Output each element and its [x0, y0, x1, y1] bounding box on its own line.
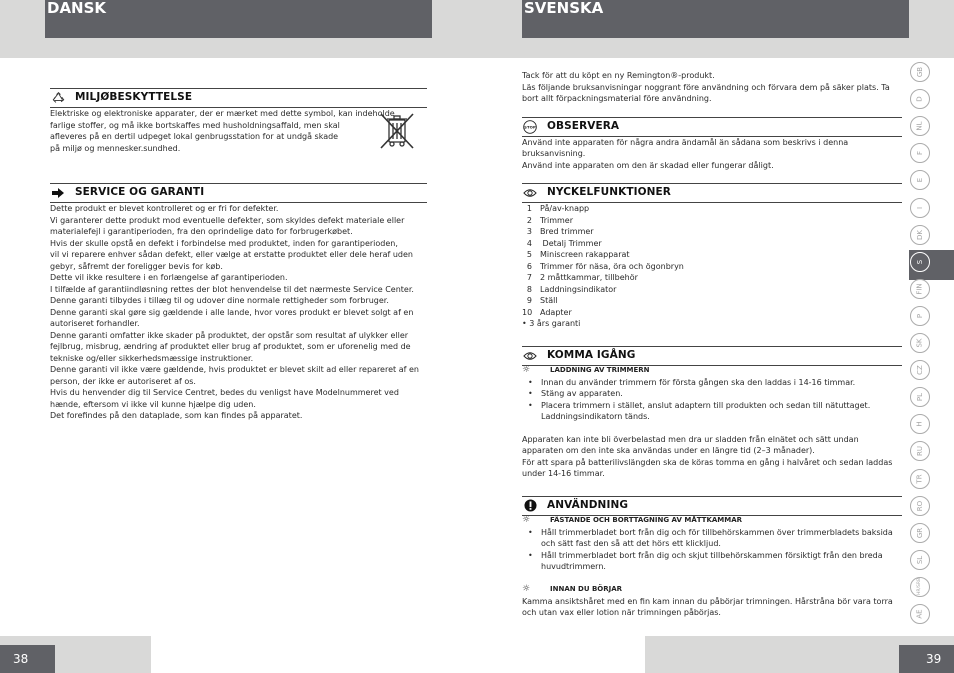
- svg-text:STOP: STOP: [524, 124, 536, 130]
- nyckel-heading: [522, 183, 902, 203]
- komma-heading: [522, 346, 902, 366]
- language-tab-nl[interactable]: NL: [910, 116, 930, 136]
- language-tab-pl[interactable]: PL: [910, 387, 930, 407]
- language-tab-fin[interactable]: FIN: [910, 279, 930, 299]
- stop-icon: [523, 120, 537, 134]
- language-tab-gr[interactable]: GR: [910, 523, 930, 543]
- observera-text: Använd inte apparaten för några andra ändamål än sådana som beskrivs i denna bruksanvisning. Använd inte apparaten om den är skadad eller fungerar dåligt.: [522, 137, 849, 170]
- bullet-item: • Håll trimmerbladet bort från dig och för tillbehörskammen över trimmerbladets baksida och sätt fast den så att det hörs ett klickljud.: [528, 527, 902, 550]
- miljo-section: [50, 88, 427, 154]
- anvandning-title: ANVÄNDNING: [547, 498, 629, 511]
- svenska-column: [522, 70, 902, 619]
- feature-item: 2 Trimmer: [526, 215, 574, 225]
- innan-subheading: ☼ INNAN DU BÖRJAR: [522, 584, 623, 595]
- laddning-subheading: ☼ LADDNING AV TRIMMERN: [522, 365, 650, 376]
- eye-icon: [523, 186, 537, 200]
- nyckel-title: NYCKELFUNKTIONER: [547, 186, 671, 199]
- page-header-dansk: DANSK: [45, 0, 432, 38]
- feature-item: 5 Miniscreen rakapparat: [526, 250, 630, 259]
- service-text: Dette produkt er blevet kontrolleret og er fri for defekter. Vi garanterer dette produkt mod eventuelle defekter, som skyldes defekt materiale eller materialefejl i garantiperioden, fra den oprindelige dato for forbrugerkøbet. Hvis der skulle opstå en defekt i forbindelse med produktet, inden for garantiperioden, vil vi reparere enhver sådan defekt, eller vælge at erstatte produktet eller dele heraf uden gebyr, såfremt der foreligger bevis for køb. Dette vil ikke resultere i en forlængelse af garantiperioden. I tilfælde af garantiindløsning rettes der blot henvendelse til det nærmeste Service Center. Denne garanti tilbydes i tillæg til og udover dine normale rettigheder som forbruger. Denne garanti skal gøre sig gældende i alle lande, hvor vores produkt er blevet solgt af en autoriseret forhandler. Denne garanti omfatter ikke skader på produktet, der opstår som resultat af ulykker eller fejlbrug, misbrug, ændring af produktet eller brug af produktet, som er uforenelig med de tekniske og/eller sikkerhedsmæssige instruktioner. Denne garanti vil ikke være gældende, hvis produktet er blevet skilt ad eller repareret af en person, der ikke er autoriseret af os. Hvis du henvender dig til Service Centret, bedes du venligst have Modelnummeret ved hænde, eftersom vi ikke vil kunne hjælpe dig uden. Det forefindes på den dataplade, som kan findes på apparatet.: [50, 204, 419, 420]
- language-tab-f[interactable]: F: [910, 143, 930, 163]
- bullet-item: • Håll trimmerbladet bort från dig och skjut tillbehörskammen försiktigt från den breda huvudtrimmern.: [528, 550, 902, 573]
- language-tab-s[interactable]: S: [910, 252, 930, 272]
- feature-item: 4 Detalj Trimmer: [526, 238, 602, 248]
- language-tab-d[interactable]: D: [910, 89, 930, 109]
- service-section: [50, 183, 427, 422]
- feature-item: 8 Laddningsindikator: [526, 284, 617, 294]
- feature-item: 3 Bred trimmer: [526, 227, 594, 236]
- observera-title: OBSERVERA: [547, 119, 620, 132]
- sun-icon: ☼: [522, 515, 531, 526]
- service-heading: [50, 183, 427, 203]
- observera-heading: [522, 117, 902, 137]
- language-tab-tr[interactable]: TR: [910, 469, 930, 489]
- service-title: SERVICE OG GARANTI: [75, 186, 205, 199]
- miljo-title: MILJØBESKYTTELSE: [75, 91, 193, 104]
- bullet-item: • Innan du använder trimmern för första gången ska den laddas i 14-16 timmar.: [528, 377, 902, 389]
- miljo-text: Elektriske og elektroniske apparater, der er mærket med dette symbol, kan indeholde farlige stoffer, og må ikke bortskaffes med husholdningsaffald, men skal afleveres på en dertil udpeget lokal genbrugsstation for at undgå skade på miljø og mennesker.sundhed.: [50, 109, 395, 153]
- anvandning-text: Kamma ansiktshåret med en fin kam innan du påbörjar trimningen. Hårstråna bör vara torra och utan vax eller lotion när trimningen påbörjas.: [522, 596, 893, 617]
- intro-text: Tack för att du köpt en ny Remington®-produkt. Läs följande bruksanvisningar noggrant före användning och förvara dem på säker plats. Ta bort allt förpackningsmaterial före användning.: [522, 71, 890, 103]
- language-tab-ro[interactable]: RO: [910, 496, 930, 516]
- key-features-list: [522, 203, 902, 318]
- guarantee-text: • 3 års garanti: [522, 319, 581, 328]
- feature-item: 9 Ställ: [526, 296, 558, 305]
- language-tab-ru[interactable]: RU: [910, 441, 930, 461]
- feature-item: 10 Adapter: [522, 307, 572, 317]
- language-tabs: [909, 58, 954, 636]
- language-tab-sl[interactable]: SL: [910, 550, 930, 570]
- language-tab-e[interactable]: E: [910, 170, 930, 190]
- arrow-right-icon: [51, 186, 65, 200]
- page-number-left: 38: [0, 645, 55, 673]
- language-tab-i[interactable]: I: [910, 198, 930, 218]
- language-tab-cz[interactable]: CZ: [910, 360, 930, 380]
- anvandning-bullets: [522, 527, 902, 573]
- sun-icon: ☼: [522, 584, 531, 595]
- language-tab-h[interactable]: H: [910, 414, 930, 434]
- feature-item: 7 2 måttkammar, tillbehör: [526, 273, 638, 282]
- fastande-subheading: ☼ FÄSTANDE OCH BORTTAGNING AV MÅTTKAMMAR: [522, 515, 743, 526]
- bullet-item: • Stäng av apparaten.: [528, 388, 902, 400]
- bullet-item: • Placera trimmern i stället, anslut adaptern till produkten och sedan till nätuttaget. Laddningsindikatorn tänds.: [528, 400, 902, 423]
- page-header-svenska: SVENSKA: [522, 0, 909, 38]
- crossed-bin-icon: [377, 110, 417, 150]
- miljo-heading: [50, 88, 427, 108]
- language-tab-gb[interactable]: GB: [910, 62, 930, 82]
- eye-icon: [523, 349, 537, 363]
- warning-icon: [523, 499, 537, 513]
- language-tab-ae[interactable]: AE: [910, 604, 930, 624]
- recycle-icon: [51, 91, 65, 105]
- komma-title: KOMMA IGÅNG: [547, 348, 636, 361]
- language-tab-p[interactable]: P: [910, 306, 930, 326]
- language-tab-hr-srb[interactable]: HR/SRB: [910, 577, 930, 597]
- feature-item: 6 Trimmer för näsa, öra och ögonbryn: [526, 261, 684, 271]
- dansk-column: [50, 88, 427, 422]
- anvandning-heading: [522, 496, 902, 516]
- page-number-right: 39: [899, 645, 954, 673]
- komma-text: Apparaten kan inte bli överbelastad men dra ur sladden från elnätet och sätt undan apparaten om den inte ska användas under en längre tid (2–3 månader). För att spara på batterilivslängden ska de köras tomma en gång i halvåret och sedan laddas under 14-16 timmar.: [522, 434, 893, 478]
- sun-icon: ☼: [522, 365, 531, 376]
- komma-bullets: [522, 377, 902, 423]
- feature-item: 1 På/av-knapp: [526, 204, 590, 213]
- language-tab-sk[interactable]: SK: [910, 333, 930, 353]
- language-tab-dk[interactable]: DK: [910, 225, 930, 245]
